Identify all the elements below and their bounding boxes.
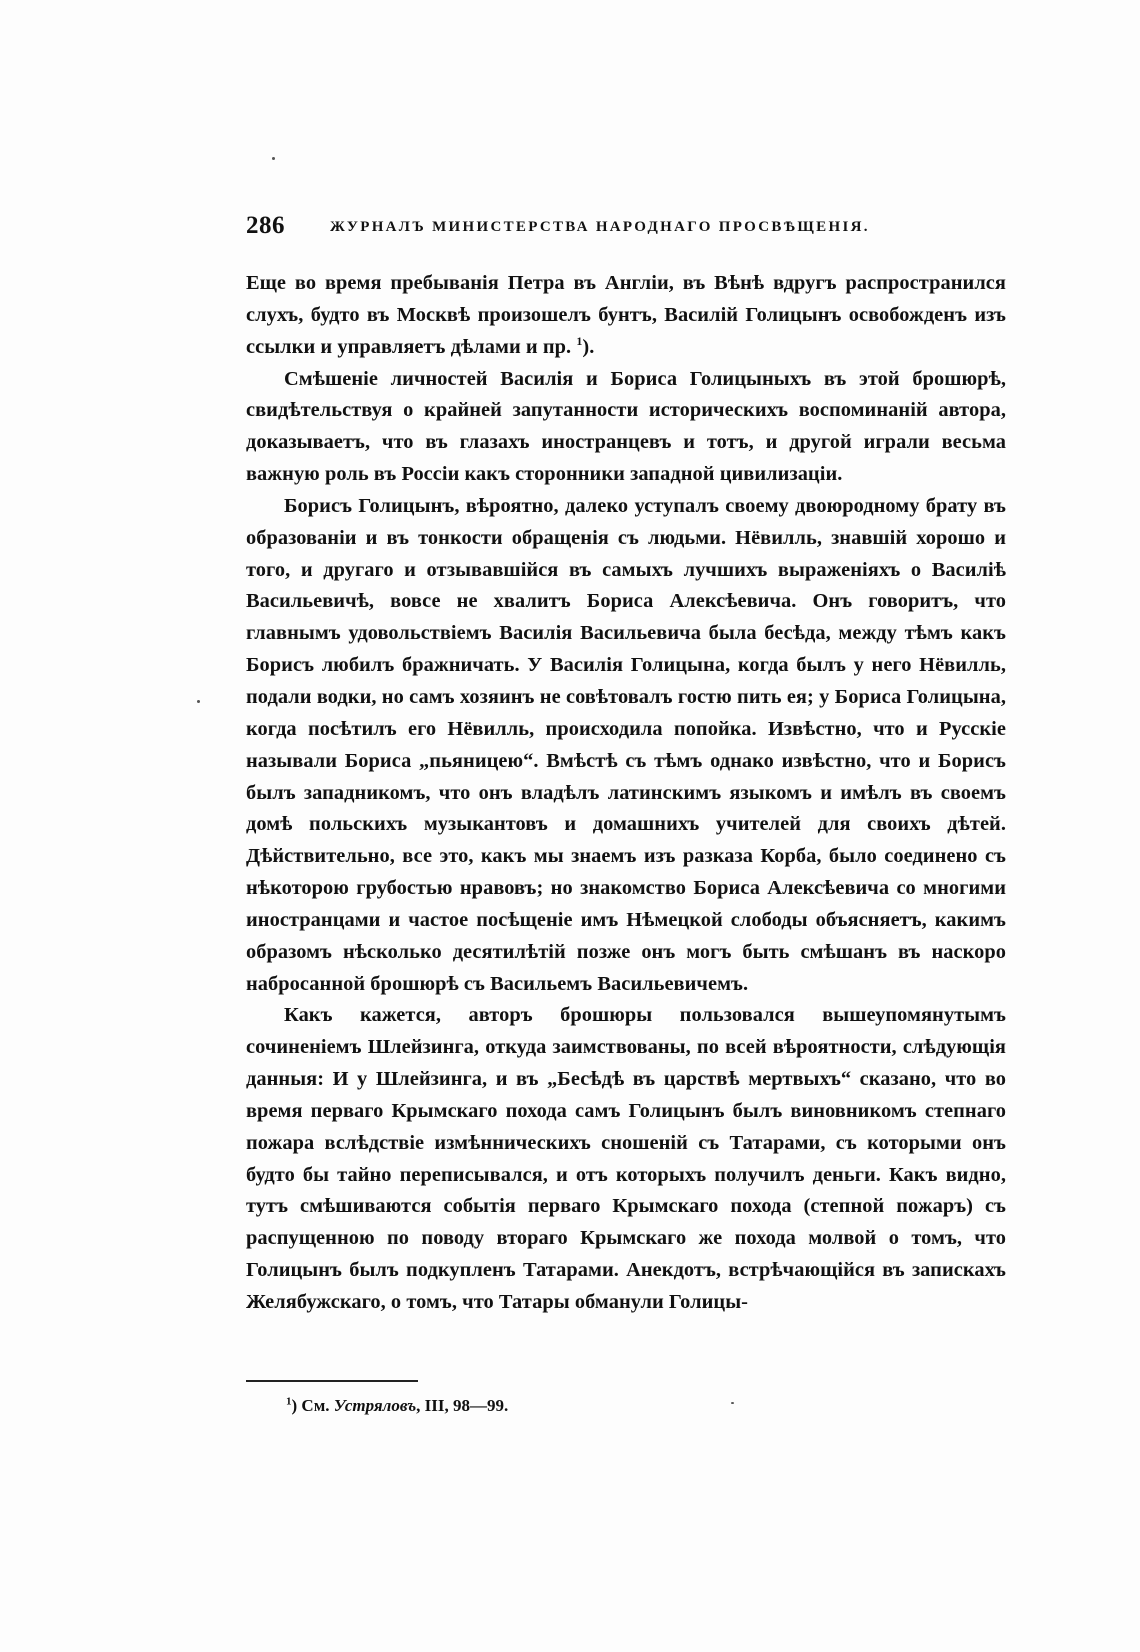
- footnote-prefix: ) См.: [291, 1396, 330, 1415]
- footnote-reference-text: , III, 98—99.: [416, 1396, 509, 1415]
- paragraph-text-end: ).: [582, 335, 595, 358]
- page-number: 286: [246, 212, 285, 239]
- paragraph-text: Еще во время пребыванія Петра въ Англіи, въ Вѣнѣ вдругъ распространился слухъ, будто въ Москвѣ произошелъ бунтъ, Василій Голицынъ освобожденъ изъ ссылки и управляетъ дѣлами и пр.: [246, 272, 1006, 358]
- main-text: [246, 268, 1006, 1319]
- footnote: [286, 1396, 508, 1416]
- scan-speck: [197, 700, 200, 703]
- running-head: ЖУРНАЛЪ МИНИСТЕРСТВА НАРОДНАГО ПРОСВѢЩЕНІЯ.: [330, 219, 870, 235]
- footnote-author: Устряловъ: [333, 1396, 417, 1415]
- footnote-mark: 1: [286, 1395, 292, 1408]
- footnote-reference: 1: [576, 333, 583, 348]
- scan-speck: [272, 157, 275, 160]
- paragraph: [246, 268, 1006, 364]
- paragraph: Смѣшеніе личностей Василія и Бориса Голицыныхъ въ этой брошюрѣ, свидѣтельствуя о крайней запутанности историческихъ воспоминаній автора, доказываетъ, что въ глазахъ иностранцевъ и тотъ, и другой играли весьма важную роль въ Россіи какъ сторонники западной цивилизаціи.: [246, 367, 1006, 486]
- scan-speck: [731, 1402, 734, 1404]
- page-header: [246, 212, 1006, 246]
- paragraph: Какъ кажется, авторъ брошюры пользовался вышеупомянутымъ сочиненіемъ Шлейзинга, откуда заимствованы, по всей вѣроятности, слѣдующія данныя: И у Шлейзинга, и въ „Бесѣдѣ въ царствѣ мертвыхъ“ сказано, что во время перваго Крымскаго похода самъ Голицынъ былъ виновникомъ степнаго пожара вслѣдствіе измѣнническихъ сношеній съ Татарами, съ которыми онъ будто бы тайно переписывался, и отъ которыхъ получилъ деньги. Какъ видно, тутъ смѣшиваются событія перваго Крымскаго похода (степной пожаръ) съ распущенною по поводу втораго Крымскаго же похода молвой о томъ, что Голицынъ былъ подкупленъ Татарами. Анекдотъ, встрѣчающійся въ запискахъ Желябужскаго, о томъ, что Татары обманули Голицы-: [246, 1004, 1006, 1313]
- footnote-divider: [246, 1380, 418, 1382]
- paragraph: Борисъ Голицынъ, вѣроятно, далеко уступалъ своему двоюродному брату въ образованіи и въ тонкости обращенія съ людьми. Нёвилль, знавшій хорошо и того, и другаго и отзывавшійся въ самыхъ лучшихъ выраженіяхъ о Василіѣ Васильевичѣ, вовсе не хвалитъ Бориса Алексѣевича. Онъ говоритъ, что главнымъ удовольствіемъ Василія Васильевича была бесѣда, между тѣмъ какъ Борисъ любилъ бражничать. У Василія Голицына, когда былъ у него Нёвилль, подали водки, но самъ хозяинъ не совѣтовалъ гостю пить ея; у Бориса Голицына, когда посѣтилъ его Нёвилль, происходила попойка. Извѣстно, что и Русскіе называли Бориса „пьяницею“. Вмѣстѣ съ тѣмъ однако извѣстно, что и Борисъ былъ западникомъ, что онъ владѣлъ латинскимъ языкомъ и имѣлъ въ своемъ домѣ польскихъ музыкантовъ и домашнихъ учителей для своихъ дѣтей. Дѣйствительно, все это, какъ мы знаемъ изъ разказа Корба, было соединено съ нѣкоторою грубостью нравовъ; но знакомство Бориса Алексѣевича со многими иностранцами и частое посѣщеніе имъ Нѣмецкой слободы объясняетъ, какимъ образомъ нѣсколько десятилѣтій позже онъ могъ быть смѣшанъ въ наскоро набросанной брошюрѣ съ Васильемъ Васильевичемъ.: [246, 494, 1006, 995]
